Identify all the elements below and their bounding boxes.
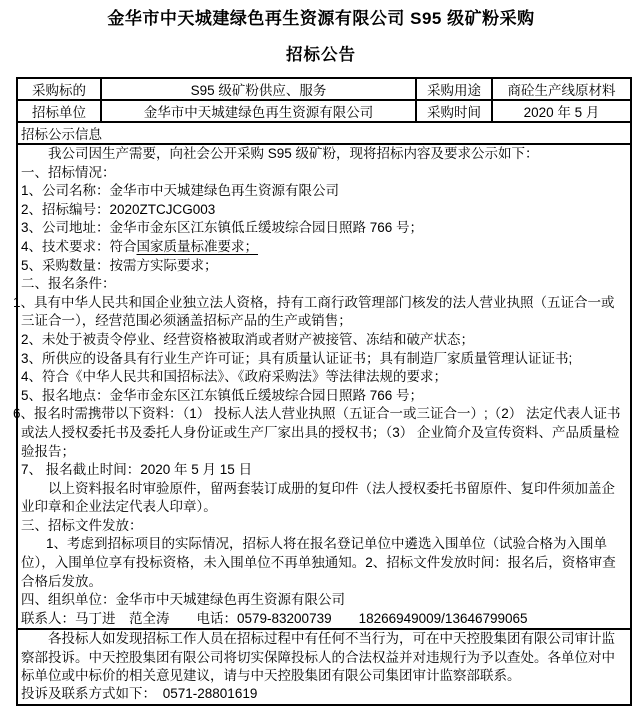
section2-title: 二、报名条件： (21, 276, 116, 292)
section2-item-legal-person: 1、具有中华人民共和国企业独立法人资格，持有工商行政管理部门核发的法人营业执照（五证合一或三证合一），经营范围必须涵盖招标产品的生产或销售； (13, 294, 615, 329)
procurement-subject-label: 采购标的 (17, 78, 101, 100)
document-subtitle: 招标公告 (286, 46, 356, 64)
complaint-contact-line: 投诉及联系方式如下： 0571-28801619 (21, 686, 258, 702)
procurement-time-label: 采购时间 (416, 100, 492, 122)
contact-persons-line: 联系人：马丁进 范全涛 电话：0579-83200739 18266949009/13646799065 (21, 610, 528, 626)
section4-title: 四、组织单位：金华市中天城建绿色再生资源有限公司 (21, 592, 345, 608)
document-title: 金华市中天城建绿色再生资源有限公司 S95 级矿粉采购 (107, 9, 535, 28)
procurement-time-value: 2020 年 5 月 (492, 100, 631, 122)
procurement-purpose-label: 采购用途 (416, 78, 492, 100)
section1-item-tender-number: 2、招标编号：2020ZTCJCG003 (21, 201, 216, 217)
section1-title: 一、招标情况： (21, 164, 116, 180)
section2-item-required-materials: 6、报名时需携带以下资料：（1） 投标人法人营业执照（五证合一或三证合一）;（2） 法定代表人证书或法人授权委托书及委托人身份证或生产厂家出具的授权书；（3） 企业简介及宣传资料、产品质量检验报告； (13, 406, 621, 459)
announcement-body-cell (13, 144, 631, 629)
tender-unit-value: 金华市中天城建绿色再生资源有限公司 (101, 100, 416, 122)
table-row-tender-unit (17, 100, 631, 122)
complaint-paragraph: 各投标人如发现招标工作人员在招标过程中有任何不当行为，可在中天控股集团有限公司审计监察部投诉。中天控股集团有限公司将切实保障投标人的合法权益并对违规行为予以查处。各单位对中标单位或中标价的相关意见建议，请与中天控股集团有限公司集团审计监察部联系。 (21, 631, 615, 684)
technical-requirement-underlined: 国家质量标准要求； (136, 238, 259, 254)
procurement-subject-value: S95 级矿粉供应、服务 (101, 78, 416, 100)
section1-item-company-address: 3、公司地址：金华市金东区江东镇低丘缓坡综合园日照路 766 号； (21, 220, 424, 236)
section3-item-distribution: 1、考虑到招标项目的实际情况，招标人将在报名登记单位中遴选入围单位（试验合格为入围单位），入围单位享有投标资格，未入围单位不再单独通知。2、招标文件发放时间：报名后，资格审查合格后发放。 (21, 536, 616, 589)
section2-item-deadline: 7、 报名截止时间：2020 年 5 月 15 日 (21, 462, 253, 478)
tender-unit-label: 招标单位 (17, 100, 101, 122)
procurement-purpose-value: 商砼生产线原材料 (492, 78, 631, 100)
announcement-table (13, 77, 632, 706)
section3-title: 三、招标文件发放： (21, 517, 143, 533)
section1-item-quantity: 5、采购数量：按需方实际要求； (21, 257, 218, 273)
section2-item-signup-location: 5、报名地点：金华市金东区江东镇低丘缓坡综合园日照路 766 号； (21, 387, 424, 403)
table-row-section-header (17, 122, 631, 144)
section2-item-not-suspended: 2、未处于被责令停业、经营资格被取消或者财产被接管、冻结和破产状态； (21, 331, 475, 347)
section1-item-company-name: 1、公司名称：金华市中天城建绿色再生资源有限公司 (21, 183, 340, 199)
complaint-cell (17, 629, 631, 704)
section1-item-technical-requirement (21, 238, 627, 257)
technical-requirement-prefix: 4、技术要求：符合 (21, 238, 137, 254)
section2-item-laws: 4、符合《中华人民共和国招标法》、《政府采购法》等法律法规的要求； (21, 369, 448, 385)
section2-note: 以上资料报名时审验原件，留两套装订成册的复印件（法人授权委托书留原件、复印件须加盖企业印章和企业法定代表人印章）。 (21, 480, 615, 515)
tender-announcement-document (0, 8, 642, 702)
intro-paragraph: 我公司因生产需要，向社会公开采购 S95 级矿粉，现将招标内容及要求公示如下： (48, 146, 539, 161)
table-row-body (17, 144, 631, 629)
table-row-complaint (17, 629, 631, 704)
public-info-section-header: 招标公示信息 (17, 122, 631, 144)
section2-item-certificates: 3、所供应的设备具有行业生产许可证；具有质量认证证书；具有制造厂家质量管理认证证书; (21, 350, 573, 366)
table-row-procurement-subject (17, 78, 631, 100)
